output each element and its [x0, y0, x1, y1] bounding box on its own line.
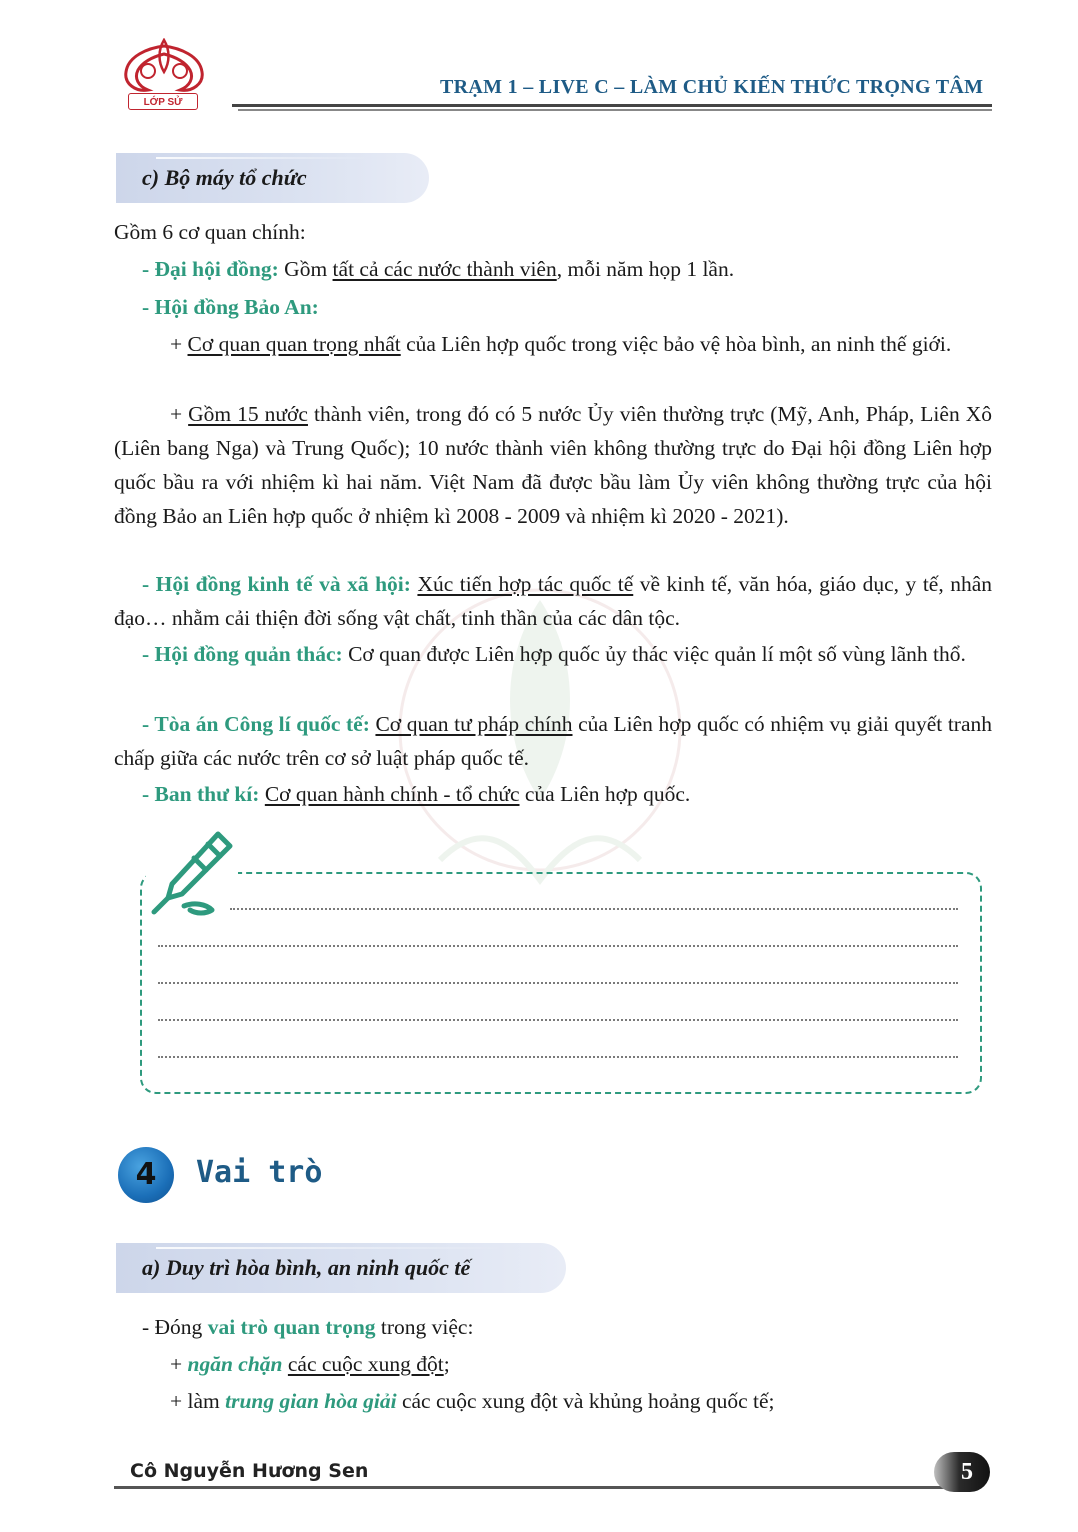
- text: của Liên hợp quốc có nhiệm vụ giải quyết tranh chấp giữa các nước trên cơ sở luật pháp quốc tế.: [114, 712, 992, 770]
- pen-icon: [146, 826, 238, 918]
- text: - Đóng: [142, 1315, 208, 1339]
- text: của Liên hợp quốc trong việc bảo vệ hòa bình, an ninh thế giới.: [400, 332, 952, 356]
- item-bao-an-2: [114, 397, 992, 533]
- sub-heading-ribbon: [116, 1243, 566, 1293]
- text: Cơ quan được Liên hợp quốc ủy thác việc quản lí một số vùng lãnh thổ.: [342, 642, 966, 666]
- role-line-1: [114, 1310, 992, 1344]
- text: +: [170, 402, 189, 426]
- role-line-2: [114, 1347, 992, 1381]
- footer-divider: [114, 1486, 944, 1489]
- text: thành viên, trong đó có 5 nước Ủy viên thường trực (Mỹ, Anh, Pháp, Liên Xô (Liên bang Nga) và Trung Quốc); 10 nước thành viên không thường trực do Đại hội đồng Liên hợp quốc bầu ra với nhiệm kì hai năm. Việt Nam đã được bầu làm Ủy viên không thường trực của hội đồng Bảo an Liên hợp quốc ở nhiệm kì 2008 - 2009 và nhiệm kì 2020 - 2021).: [114, 402, 992, 528]
- note-line[interactable]: [158, 1019, 958, 1021]
- text: trong việc:: [375, 1315, 474, 1339]
- page-number: 5: [934, 1452, 990, 1492]
- highlight-text: trung gian hòa giải: [225, 1389, 397, 1413]
- header-divider-thin: [238, 109, 992, 111]
- text: về kinh tế, văn hóa, giáo dục, y tế, nhân đạo… nhằm cải thiện đời sống vật chất, tinh thần của các dân tộc.: [114, 572, 992, 630]
- note-line[interactable]: [158, 945, 958, 947]
- intro-text: Gồm 6 cơ quan chính:: [114, 220, 306, 244]
- highlight-text: ngăn chặn: [187, 1352, 283, 1376]
- term: - Ban thư kí:: [142, 782, 260, 806]
- term: - Hội đồng quản thác:: [142, 642, 343, 666]
- term: - Đại hội đồng:: [142, 257, 279, 281]
- underlined-text: các cuộc xung đột: [287, 1352, 444, 1376]
- note-line[interactable]: [158, 1056, 958, 1058]
- term: - Hội đồng kinh tế và xã hội:: [142, 572, 411, 596]
- item-quan-thac: [114, 637, 992, 671]
- section-title: Vai trò: [196, 1155, 323, 1190]
- sub-heading: a) Duy trì hòa bình, an ninh quốc tế: [142, 1255, 471, 1280]
- text: Gồm: [278, 257, 333, 281]
- section-number-badge: 4: [118, 1147, 174, 1203]
- term: - Tòa án Công lí quốc tế:: [142, 712, 370, 736]
- term: - Hội đồng Bảo An:: [142, 295, 319, 319]
- text: , mỗi năm họp 1 lần.: [556, 257, 735, 281]
- item-toa-an: [114, 707, 992, 775]
- section-heading-ribbon: [116, 153, 429, 203]
- underlined-text: Cơ quan quan trọng nhất: [187, 332, 401, 356]
- role-line-3: [114, 1384, 992, 1418]
- section-heading: c) Bộ máy tổ chức: [142, 165, 307, 190]
- text: +: [170, 332, 188, 356]
- text: +: [170, 1352, 188, 1376]
- underlined-text: tất cả các nước thành viên: [332, 257, 557, 281]
- note-line[interactable]: [230, 908, 958, 910]
- header-divider: [232, 104, 992, 107]
- item-kinh-te-xa-hoi: [114, 567, 992, 635]
- text: các cuộc xung đột và khủng hoảng quốc tế;: [396, 1389, 775, 1413]
- item-bao-an-1: [114, 327, 992, 361]
- highlight-text: vai trò quan trọng: [207, 1315, 376, 1339]
- underlined-text: Gồm 15 nước: [188, 402, 308, 426]
- header-title: TRẠM 1 – LIVE C – LÀM CHỦ KIẾN THỨC TRỌNG TÂM: [440, 76, 984, 98]
- underlined-text: Xúc tiến hợp tác quốc tế: [417, 572, 634, 596]
- item-dai-hoi-dong: [114, 252, 992, 286]
- underlined-text: Cơ quan hành chính - tổ chức: [264, 782, 520, 806]
- item-ban-thu-ki: [114, 777, 992, 811]
- text: ;: [443, 1352, 450, 1376]
- underlined-text: Cơ quan tư pháp chính: [375, 712, 573, 736]
- text: của Liên hợp quốc.: [519, 782, 691, 806]
- footer-author: Cô Nguyễn Hương Sen: [130, 1460, 369, 1482]
- note-line[interactable]: [158, 982, 958, 984]
- item-hoi-dong-bao-an: [114, 290, 992, 324]
- text: + làm: [170, 1389, 226, 1413]
- logo-text: LỚP SỬ: [128, 93, 198, 110]
